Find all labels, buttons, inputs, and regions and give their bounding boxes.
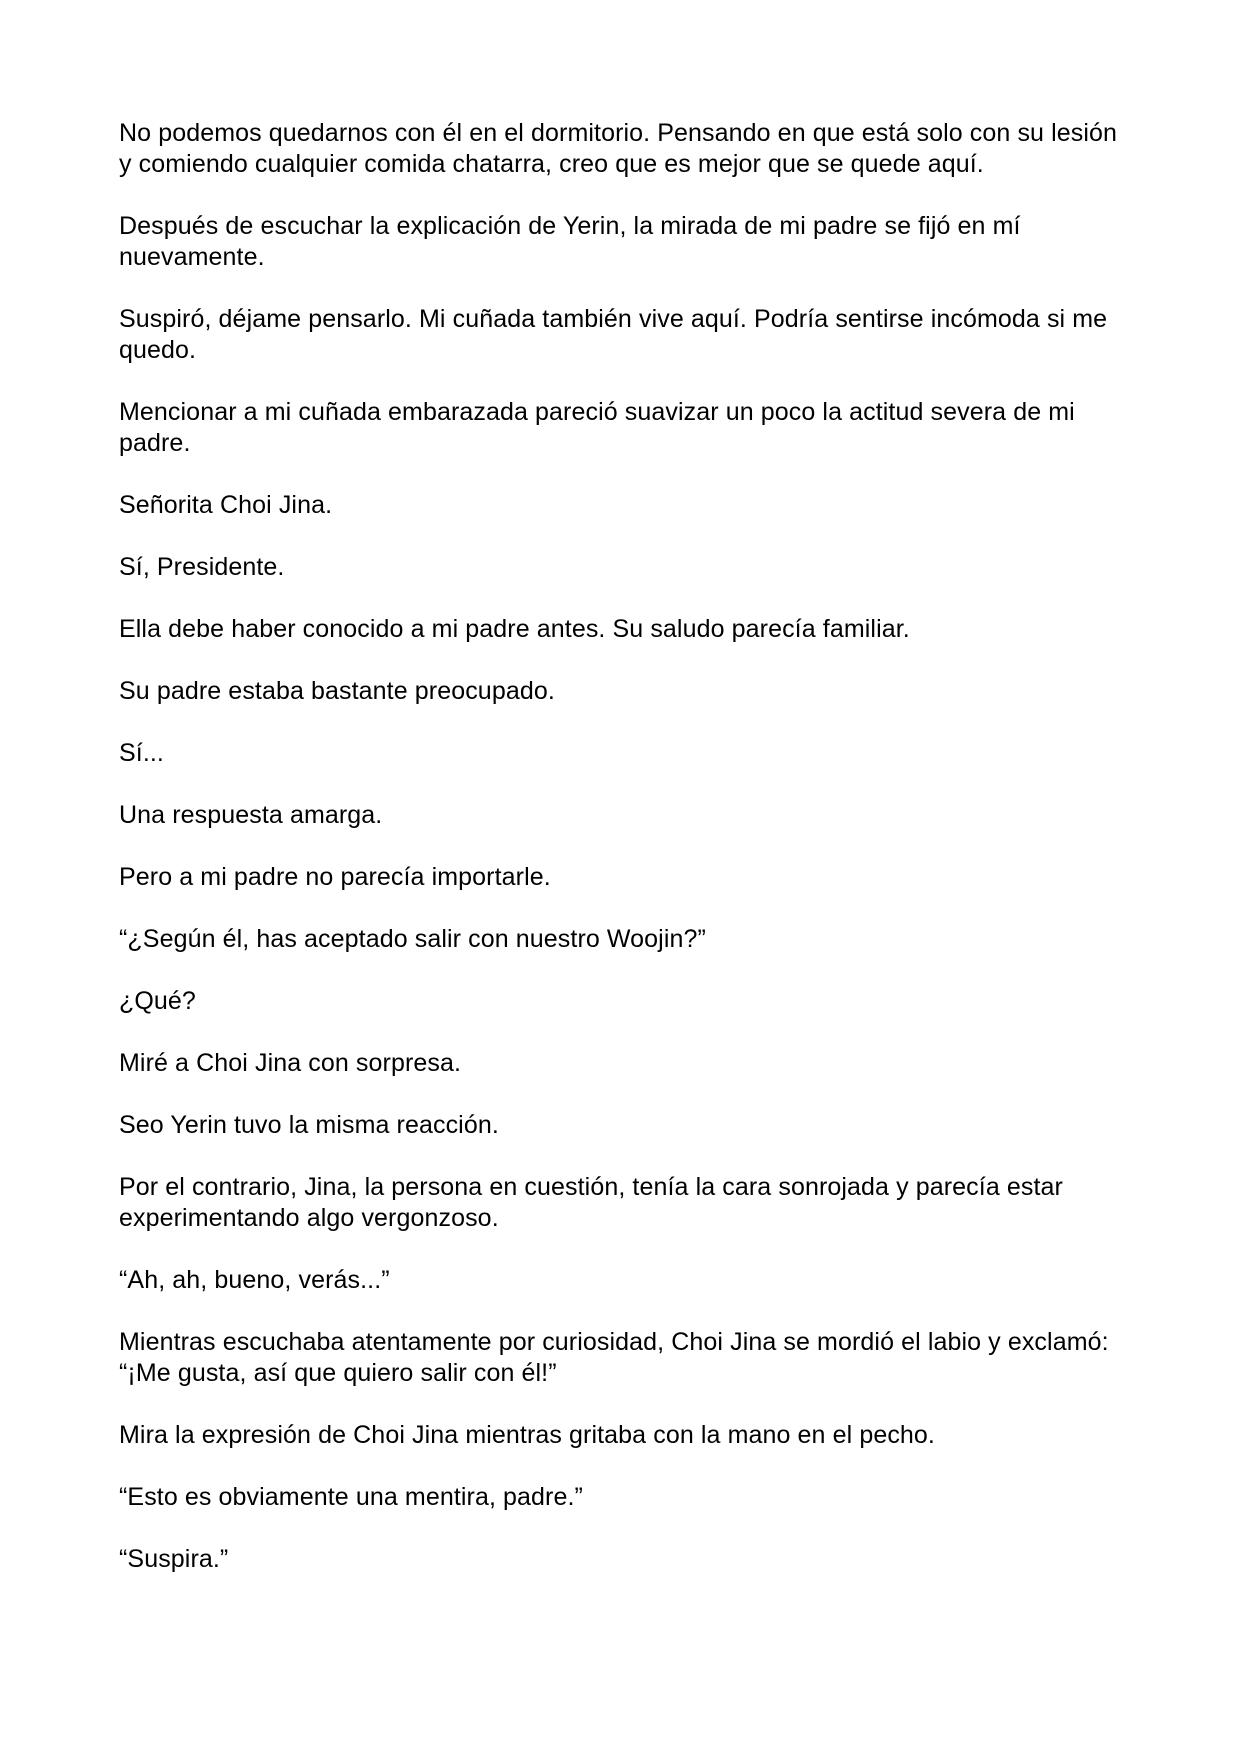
paragraph: Miré a Choi Jina con sorpresa. — [119, 1049, 462, 1077]
paragraph: Pero a mi padre no parecía importarle. — [119, 863, 551, 891]
paragraph: Sí... — [119, 739, 164, 767]
paragraph: “Esto es obviamente una mentira, padre.” — [119, 1483, 583, 1511]
paragraph: No podemos quedarnos con él en el dormitorio. Pensando en que está solo con su lesión y comiendo cualquier comida chatarra, creo que es mejor que se quede aquí. — [119, 119, 1118, 178]
paragraph: Mencionar a mi cuñada embarazada pareció suavizar un poco la actitud severa de mi padre. — [119, 398, 1075, 457]
paragraph: Sí, Presidente. — [119, 553, 285, 581]
paragraph: Por el contrario, Jina, la persona en cuestión, tenía la cara sonrojada y parecía estar experimentando algo vergonzoso. — [119, 1173, 1063, 1232]
paragraph: Mientras escuchaba atentamente por curiosidad, Choi Jina se mordió el labio y exclamó: “¡Me gusta, así que quiero salir con él!” — [119, 1328, 1109, 1387]
paragraph: Seo Yerin tuvo la misma reacción. — [119, 1111, 499, 1139]
paragraph: “Ah, ah, bueno, verás...” — [119, 1266, 390, 1294]
paragraph: Mira la expresión de Choi Jina mientras gritaba con la mano en el pecho. — [119, 1421, 935, 1449]
paragraph: Suspiró, déjame pensarlo. Mi cuñada también vive aquí. Podría sentirse incómoda si me quedo. — [119, 305, 1108, 364]
paragraph: “¿Según él, has aceptado salir con nuestro Woojin?” — [119, 925, 706, 953]
document-body — [119, 118, 1129, 1606]
paragraph: Señorita Choi Jina. — [119, 491, 333, 519]
paragraph: ¿Qué? — [119, 987, 196, 1015]
paragraph: Ella debe haber conocido a mi padre antes. Su saludo parecía familiar. — [119, 615, 910, 643]
paragraph: “Suspira.” — [119, 1545, 229, 1573]
paragraph: Una respuesta amarga. — [119, 801, 383, 829]
paragraph: Su padre estaba bastante preocupado. — [119, 677, 555, 705]
paragraph: Después de escuchar la explicación de Yerin, la mirada de mi padre se fijó en mí nuevamente. — [119, 212, 1021, 271]
